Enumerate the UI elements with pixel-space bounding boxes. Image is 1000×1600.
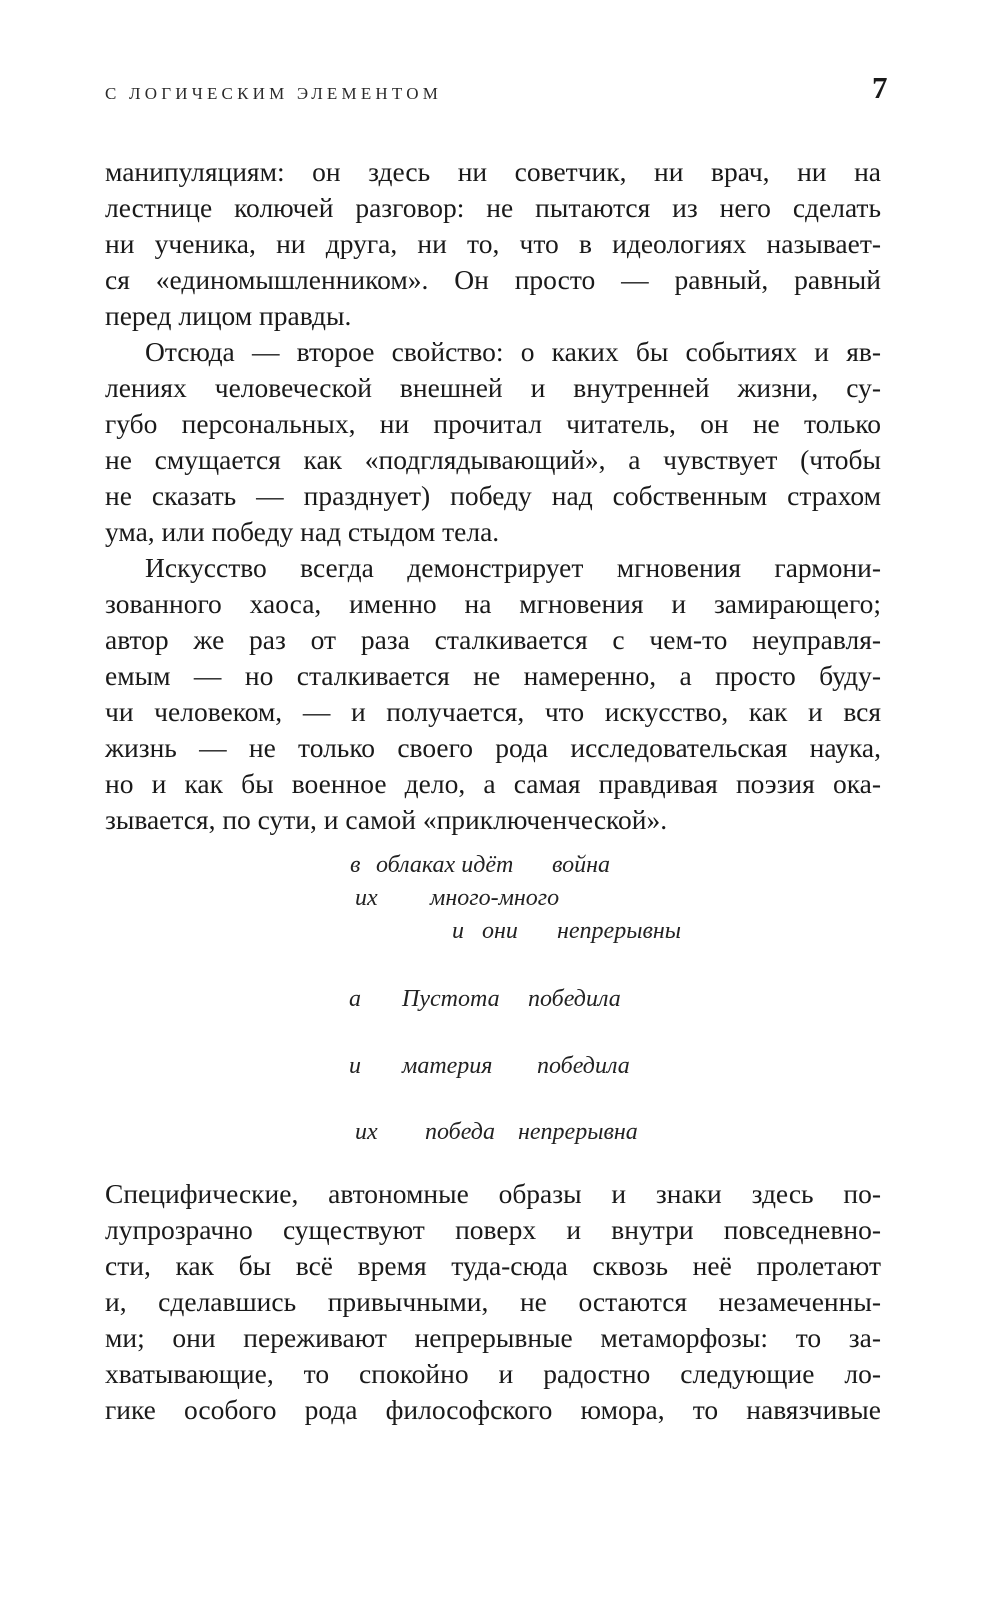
poem-word: и xyxy=(452,918,464,944)
text-line: гике особого рода философского юмора, то навязчивые xyxy=(105,1394,881,1425)
text-line: перед лицом правды. xyxy=(105,300,352,331)
poem-word: победила xyxy=(528,986,621,1012)
text-line: зованного хаоса, именно на мгновения и замирающего; xyxy=(105,588,881,619)
poem-word: много-много xyxy=(430,885,560,911)
poem-word: а xyxy=(349,986,361,1012)
poem-word: Пустота xyxy=(402,986,500,1012)
text-line: ся «единомышленником». Он просто — равный, равный xyxy=(105,264,881,295)
text-line: но и как бы военное дело, а самая правдивая поэзия ока- xyxy=(105,768,881,799)
poem-word: непрерывна xyxy=(518,1119,638,1145)
text-line: ми; они переживают непрерывные метаморфозы: то за- xyxy=(105,1322,881,1353)
text-line: Отсюда — второе свойство: о каких бы событиях и яв- xyxy=(145,336,881,367)
poem-word: война xyxy=(552,852,611,878)
text-line: лупрозрачно существуют поверх и внутри повседневно- xyxy=(105,1214,881,1245)
poem-word: победа xyxy=(425,1119,495,1145)
text-line: не смущается как «подглядывающий», а чувствует (чтобы xyxy=(105,444,881,475)
poem-word: они xyxy=(482,918,518,944)
poem-word: в xyxy=(350,852,361,878)
running-title: С ЛОГИЧЕСКИМ ЭЛЕМЕНТОМ xyxy=(105,84,443,103)
text-line: ума, или победу над стыдом тела. xyxy=(105,516,500,547)
text-line: жизнь — не только своего рода исследовательская наука, xyxy=(105,732,881,763)
poem-word: их xyxy=(355,1119,378,1145)
text-line: Искусство всегда демонстрирует мгновения гармони- xyxy=(145,552,881,583)
poem-word: их xyxy=(355,885,378,911)
text-line: лестнице колючей разговор: не пытаются из него сделать xyxy=(105,192,881,223)
page-number: 7 xyxy=(872,70,888,105)
text-line: сти, как бы всё время туда-сюда сквозь неё пролетают xyxy=(105,1250,881,1281)
text-line: чи человеком, — и получается, что искусство, как и вся xyxy=(105,696,881,727)
text-line: хватывающие, то спокойно и радостно следующие ло- xyxy=(105,1358,881,1389)
text-line: ни ученика, ни друга, ни то, что в идеологиях называет- xyxy=(105,228,881,259)
poem-word: и xyxy=(349,1053,361,1079)
text-line: и, сделавшись привычными, не остаются незамеченны- xyxy=(105,1286,881,1317)
poem-word: непрерывны xyxy=(557,918,682,944)
text-line: не сказать — празднует) победу над собственным страхом xyxy=(105,480,881,511)
text-line: Специфические, автономные образы и знаки здесь по- xyxy=(105,1178,881,1209)
text-line: лениях человеческой внешней и внутренней жизни, су- xyxy=(105,372,881,403)
text-line: емым — но сталкивается не намеренно, а просто буду- xyxy=(105,660,881,691)
text-line: автор же раз от раза сталкивается с чем-то неуправля- xyxy=(105,624,881,655)
poem-word: облаках идёт xyxy=(376,852,514,878)
text-line: губо персональных, ни прочитал читатель, он не только xyxy=(105,408,881,439)
poem-word: материя xyxy=(402,1053,493,1079)
poem-word: победила xyxy=(537,1053,630,1079)
text-line: зывается, по сути, и самой «приключенческой». xyxy=(105,804,668,835)
text-line: манипуляциям: он здесь ни советчик, ни врач, ни на xyxy=(105,156,881,187)
